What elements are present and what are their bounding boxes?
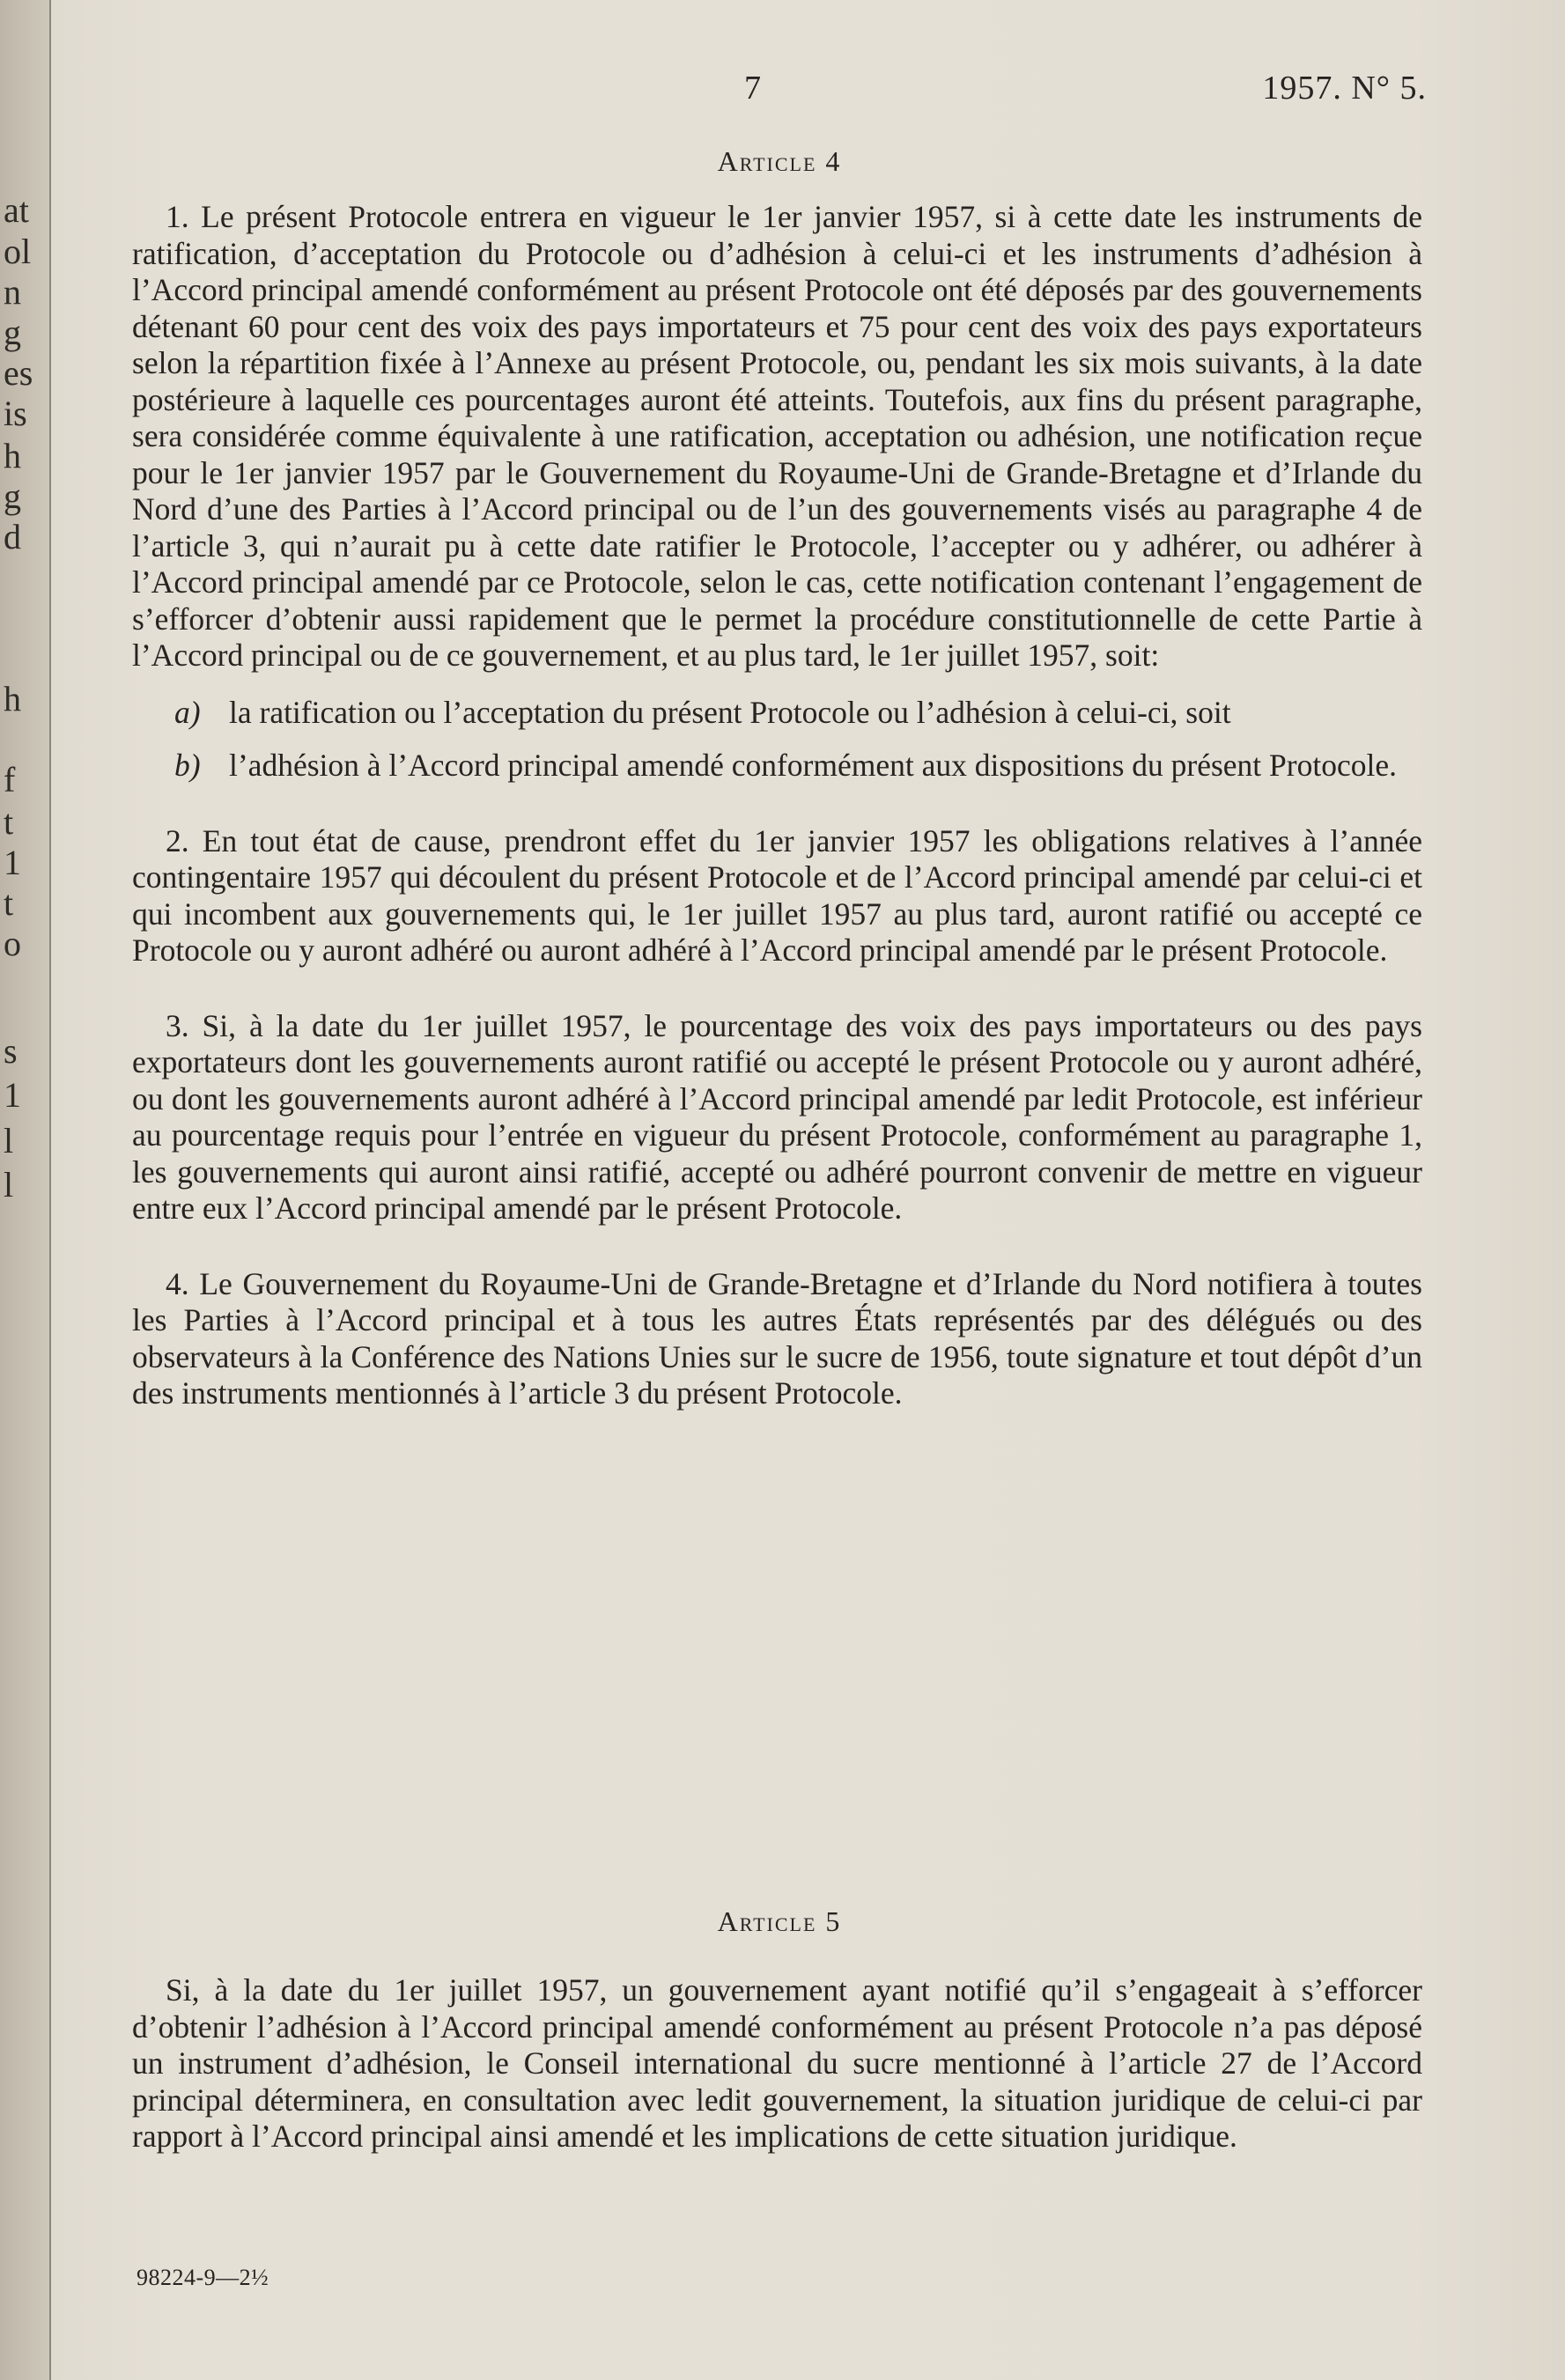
- article-5-heading: Article 5: [717, 1905, 842, 1937]
- margin-fragment: l: [4, 1165, 14, 1205]
- margin-fragment: g: [4, 313, 21, 352]
- margin-fragment: s: [4, 1031, 18, 1071]
- margin-fragment: 1: [4, 843, 21, 882]
- list-item-text: l’adhésion à l’Accord principal amendé conformément aux dispositions du présent Protocole.: [229, 748, 1397, 783]
- article-4-paragraph-1: 1. Le présent Protocole entrera en vigueur le 1er janvier 1957, si à cette date les instruments de ratification, d’acceptation du Protocole ou d’adhésion à celui-ci et les instruments d’adhésion à l’Accord principal amendé conformément au présent Protocole ont été déposés par des gouvernements détenant 60 pour cent des voix des pays importateurs et 75 pour cent des voix des pays exportateurs selon la répartition fixée à l’Annexe au présent Protocole, ou, pendant les six mois suivants, à la date postérieure à laquelle ces pourcentages auront été atteints. Toutefois, aux fins du présent paragraphe, sera considérée comme équivalente à une ratification, acceptation ou adhésion, une notification reçue pour le 1er janvier 1957 par le Gouvernement du Royaume-Uni de Grande-Bretagne et d’Irlande du Nord d’une des Parties à l’Accord principal ou de l’un des gouvernements visés au paragraphe 4 de l’article 3, qui n’aurait pu à cette date ratifier le Protocole, l’accepter ou y adhérer, ou adhérer à l’Accord principal amendé par ce Protocole, selon le cas, cette notification contenant l’engagement de s’efforcer d’obtenir aussi rapidement que le permet la procédure constitutionnelle de cette Partie à l’Accord principal ou de ce gouvernement, et au plus tard, le 1er juillet 1957, soit:: [132, 199, 1422, 673]
- article-4-paragraph-3: 3. Si, à la date du 1er juillet 1957, le pourcentage des voix des pays importateurs ou des pays exportateurs dont les gouvernements auront ratifié ou accepté le présent Protocole ou y auront adhéré, ou dont les gouvernements auront adhéré à l’Accord principal amendé par ledit Protocole, est inférieur au pourcentage requis pour l’entrée en vigueur du présent Protocole, conformément au paragraphe 1, les gouvernements qui auront ainsi ratifié, accepté ou adhéré pourront convenir de mettre en vigueur entre eux l’Accord principal amendé par le présent Protocole.: [132, 1007, 1422, 1226]
- list-item-text: la ratification ou l’acceptation du présent Protocole ou l’adhésion à celui-ci, soit: [229, 694, 1231, 730]
- article-4-paragraph-4: 4. Le Gouvernement du Royaume-Uni de Grande-Bretagne et d’Irlande du Nord notifiera à toutes les Parties à l’Accord principal et à tous les autres États représentés par des délégués ou des observateurs à la Conférence des Nations Unies sur le sucre de 1956, toute signature et tout dépôt d’un des instruments mentionnés à l’article 3 du présent Protocole.: [132, 1265, 1422, 1411]
- margin-fragment: o: [4, 924, 21, 963]
- page-number: 7: [744, 70, 761, 107]
- article-5-paragraph-1: Si, à la date du 1er juillet 1957, un gouvernement ayant notifié qu’il s’engageait à s’efforcer d’obtenir l’adhésion à l’Accord principal amendé conformément au présent Protocole n’a pas déposé un instrument d’adhésion, le Conseil international du sucre mentionné à l’article 27 de l’Accord principal déterminera, en consultation avec ledit gouvernement, la situation juridique de celui-ci par rapport à l’Accord principal ainsi amendé et les implications de cette situation juridique.: [132, 1972, 1422, 2154]
- margin-fragment: f: [4, 760, 16, 799]
- margin-fragment: h: [4, 436, 21, 475]
- margin-fragment: h: [4, 679, 21, 718]
- margin-fragment: g: [4, 476, 21, 516]
- margin-fragment: is: [4, 394, 27, 433]
- margin-fragment: n: [4, 272, 21, 312]
- list-item-b: [174, 748, 1422, 785]
- print-code: 98224-9—2½: [137, 2265, 269, 2290]
- margin-fragment: d: [4, 517, 21, 556]
- article-5-body: [132, 1972, 1422, 2176]
- margin-fragment: l: [4, 1121, 14, 1161]
- margin-fragment: at: [4, 190, 29, 230]
- facing-page-gutter: [0, 0, 51, 2380]
- article-4-heading: Article 4: [717, 145, 842, 177]
- page-header: [132, 60, 1427, 113]
- margin-fragment: t: [4, 802, 14, 842]
- margin-fragment: ol: [4, 232, 32, 271]
- list-item-a: [174, 695, 1422, 732]
- document-reference: 1957. N° 5.: [1262, 70, 1427, 107]
- margin-fragment: 1: [4, 1075, 21, 1115]
- article-4-paragraph-2: 2. En tout état de cause, prendront effet du 1er janvier 1957 les obligations relatives à l’année contingentaire 1957 qui découlent du présent Protocole et de l’Accord principal amendé par celui-ci et qui incombent aux gouvernements qui, le 1er juillet 1957 au plus tard, auront ratifié ou accepté ce Protocole ou y auront adhéré ou auront adhéré à l’Accord principal amendé par le présent Protocole.: [132, 822, 1422, 968]
- margin-fragment: es: [4, 353, 33, 393]
- list-item-label: a): [174, 694, 201, 730]
- margin-fragment: t: [4, 883, 14, 923]
- list-item-label: b): [174, 748, 201, 783]
- article-4-body: [132, 199, 1422, 1433]
